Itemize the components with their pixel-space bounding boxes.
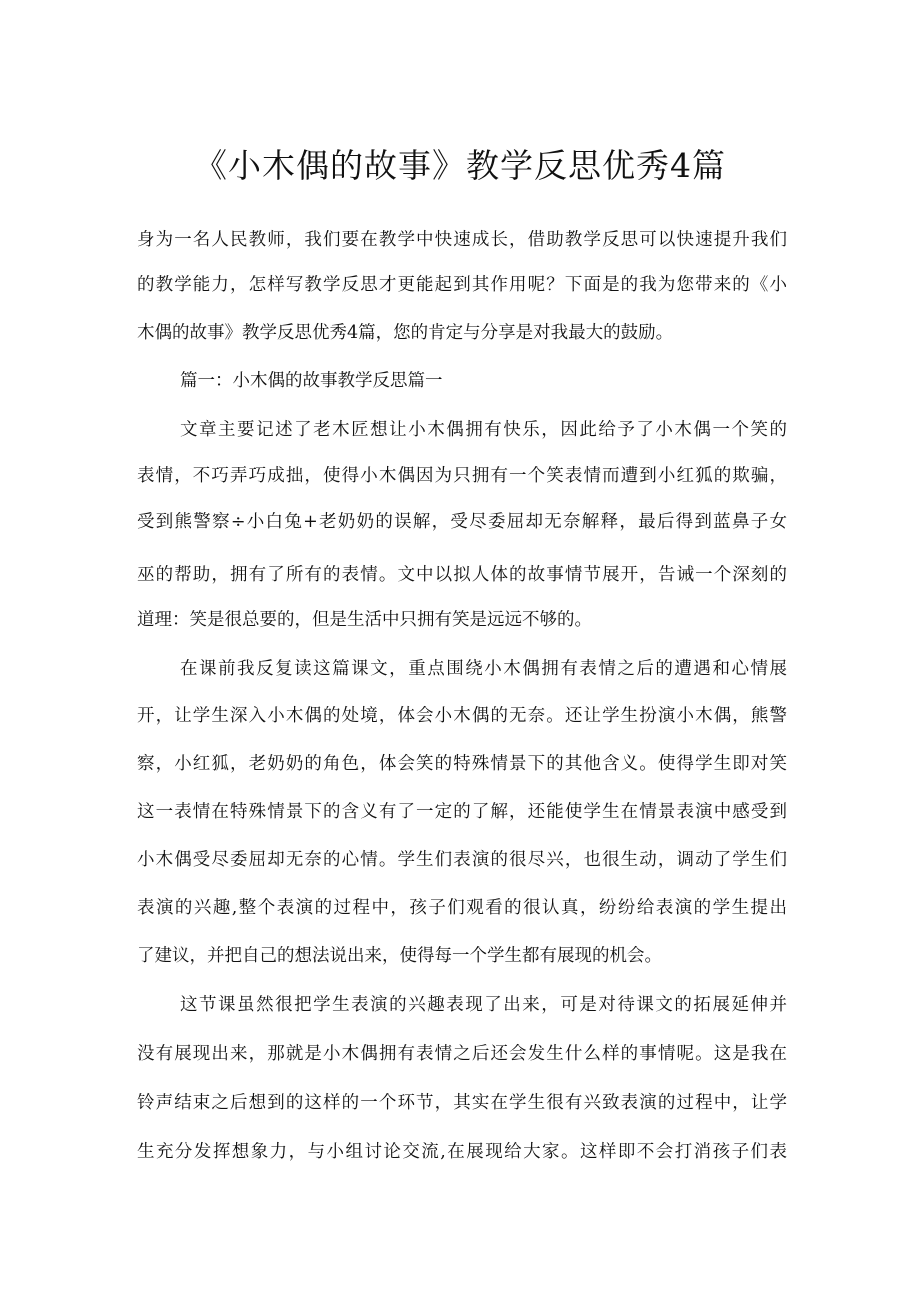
paragraph2-line-5: 小木偶受尽委屈却无奈的心情。学生们表演的很尽兴，也很生动，调动了学生们 bbox=[137, 850, 787, 870]
paragraph3-line-1: 这节课虽然很把学生表演的兴趣表现了出来，可是对待课文的拓展延伸并 bbox=[180, 995, 787, 1015]
intro-line-1: 身为一名人民教师，我们要在教学中快速成长，借助教学反思可以快速提升我们 bbox=[137, 230, 787, 250]
paragraph1-line-5: 道理：笑是很总要的，但是生活中只拥有笑是远远不够的。 bbox=[137, 610, 592, 630]
paragraph2-line-3: 察，小红狐，老奶奶的角色，体会笑的特殊情景下的其他含义。使得学生即对笑 bbox=[137, 754, 787, 774]
paragraph1-line-2: 表情，不巧弄巧成拙，使得小木偶因为只拥有一个笑表情而遭到小红狐的欺骗， bbox=[137, 466, 787, 486]
paragraph2-line-6: 表演的兴趣,整个表演的过程中，孩子们观看的很认真，纷纷给表演的学生提出 bbox=[137, 898, 787, 918]
document-title: 《小木偶的故事》教学反思优秀4篇 bbox=[194, 146, 726, 185]
paragraph2-line-7: 了建议，并把自己的想法说出来，使得每一个学生都有展现的机会。 bbox=[137, 946, 662, 966]
paragraph3-line-3: 铃声结束之后想到的这样的一个环节，其实在学生很有兴致表演的过程中，让学 bbox=[137, 1093, 787, 1113]
paragraph1-line-4: 巫的帮助，拥有了所有的表情。文中以拟人体的故事情节展开，告诫一个深刻的 bbox=[137, 565, 787, 585]
intro-line-3: 木偶的故事》教学反思优秀4篇，您的肯定与分享是对我最大的鼓励。 bbox=[137, 323, 674, 343]
paragraph1-line-1: 文章主要记述了老木匠想让小木偶拥有快乐，因此给予了小木偶一个笑的 bbox=[180, 420, 787, 440]
paragraph2-line-4: 这一表情在特殊情景下的含义有了一定的了解，还能使学生在情景表演中感受到 bbox=[137, 802, 787, 822]
paragraph3-line-4: 生充分发挥想象力，与小组讨论交流,在展现给大家。这样即不会打消孩子们表 bbox=[137, 1142, 787, 1162]
paragraph2-line-1: 在课前我反复读这篇课文，重点围绕小木偶拥有表情之后的遭遇和心情展 bbox=[180, 659, 787, 679]
section-heading: 篇一：小木偶的故事教学反思篇一 bbox=[180, 371, 443, 391]
paragraph2-line-2: 开，让学生深入小木偶的处境，体会小木偶的无奈。还让学生扮演小木偶，熊警 bbox=[137, 706, 787, 726]
paragraph1-line-3: 受到熊警察÷小白兔+老奶奶的误解，受尽委屈却无奈解释，最后得到蓝鼻子女 bbox=[137, 512, 787, 532]
intro-line-2: 的教学能力，怎样写教学反思才更能起到其作用呢？下面是的我为您带来的《小 bbox=[137, 275, 787, 295]
paragraph3-line-2: 没有展现出来，那就是小木偶拥有表情之后还会发生什么样的事情呢。这是我在 bbox=[137, 1044, 787, 1064]
